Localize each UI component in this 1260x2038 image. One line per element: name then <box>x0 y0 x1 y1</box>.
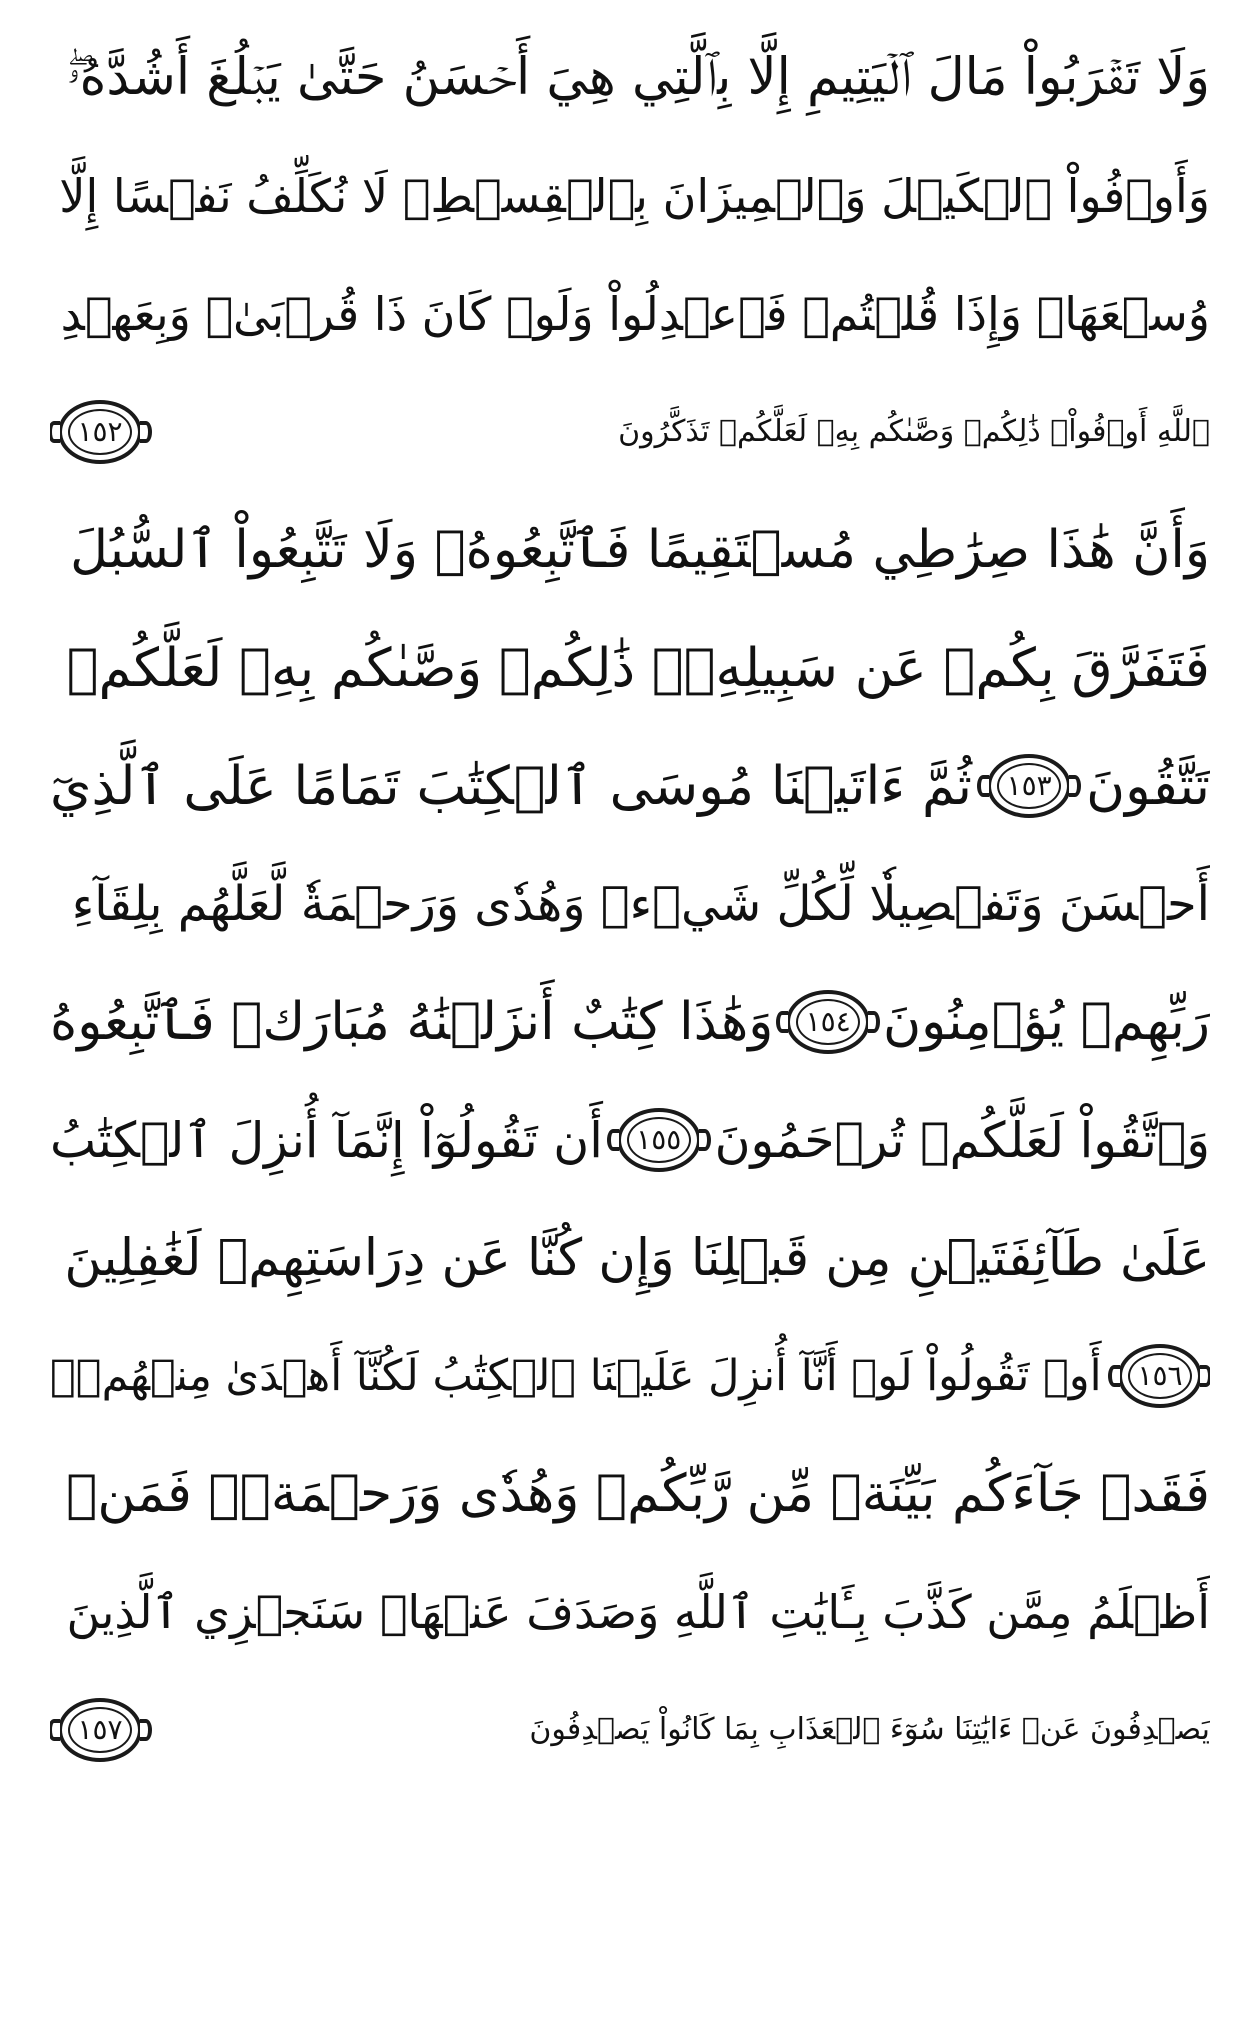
verse-text: وَٱتَّقُواْ لَعَلَّكُمۡ تُرۡحَمُونَ <box>714 1111 1210 1169</box>
verse-line <box>50 1081 1210 1199</box>
verse-line <box>50 255 1210 373</box>
ayah-number-marker <box>58 400 142 464</box>
ayah-number: ١٥٥ <box>627 1117 691 1163</box>
verse-text: ثُمَّ ءَاتَيۡنَا مُوسَى ٱلۡكِتَٰبَ تَمَامًا عَلَى ٱلَّذِيٓ <box>50 755 973 817</box>
ayah-number: ١٥٣ <box>997 763 1061 809</box>
verse-line <box>50 727 1210 845</box>
verse-text: تَتَّقُونَ <box>1086 755 1210 817</box>
verse-text: يَصۡدِفُونَ عَنۡ ءَايَٰتِنَا سُوٓءَ ٱلۡعَذَابِ بِمَا كَانُواْ يَصۡدِفُونَ <box>529 1712 1210 1747</box>
verse-text: فَقَدۡ جَآءَكُم بَيِّنَةٞ مِّن رَّبِّكُمۡ وَهُدٗى وَرَحۡمَةٞۚ فَمَنۡ <box>66 1464 1210 1524</box>
verse-text: وُسۡعَهَاۖ وَإِذَا قُلۡتُمۡ فَٱعۡدِلُواْ وَلَوۡ كَانَ ذَا قُرۡبَىٰۖ وَبِعَهۡدِ <box>60 287 1210 341</box>
verse-text: وَلَا تَقۡرَبُواْ مَالَ ٱلۡيَتِيمِ إِلَّا بِٱلَّتِي هِيَ أَحۡسَنُ حَتَّىٰ يَبۡلُغَ أَشُدَّهُۥۖ <box>66 48 1210 107</box>
verse-text: عَلَىٰ طَآئِفَتَيۡنِ مِن قَبۡلِنَا وَإِن كُنَّا عَن دِرَاسَتِهِمۡ لَغَٰفِلِينَ <box>64 1228 1210 1288</box>
verse-text: وَأَوۡفُواْ ٱلۡكَيۡلَ وَٱلۡمِيزَانَ بِٱلۡقِسۡطِۖ لَا نُكَلِّفُ نَفۡسًا إِلَّا <box>59 169 1210 223</box>
verse-text: أَن تَقُولُوٓاْ إِنَّمَآ أُنزِلَ ٱلۡكِتَٰبُ <box>50 1111 603 1169</box>
verse-line <box>50 18 1210 137</box>
verse-text: أَظۡلَمُ مِمَّن كَذَّبَ بِـَٔايَٰتِ ٱللَّهِ وَصَدَفَ عَنۡهَاۗ سَنَجۡزِي ٱلَّذِينَ <box>66 1585 1210 1639</box>
verse-text: أَحۡسَنَ وَتَفۡصِيلٗا لِّكُلِّ شَيۡءٖ وَهُدٗى وَرَحۡمَةٗ لَّعَلَّهُم بِلِقَآءِ <box>71 876 1210 932</box>
ayah-number: ١٥٤ <box>796 999 860 1045</box>
verse-text: وَهَٰذَا كِتَٰبٌ أَنزَلۡنَٰهُ مُبَارَكٞ فَٱتَّبِعُوهُ <box>50 992 774 1052</box>
verse-line <box>50 845 1210 963</box>
ayah-number-marker <box>1118 1344 1202 1408</box>
ayah-number: ١٥٢ <box>68 409 132 455</box>
verse-line <box>50 1671 1210 1789</box>
verse-line <box>50 491 1210 609</box>
verse-line <box>50 963 1210 1081</box>
verse-line <box>50 137 1210 255</box>
ayah-number: ١٥٧ <box>68 1707 132 1753</box>
verse-line <box>50 609 1210 727</box>
verse-line <box>50 1317 1210 1435</box>
verse-text: ٱللَّهِ أَوۡفُواْۚ ذَٰلِكُمۡ وَصَّىٰكُم بِهِۦ لَعَلَّكُمۡ تَذَكَّرُونَ <box>618 414 1210 449</box>
verse-text: وَأَنَّ هَٰذَا صِرَٰطِي مُسۡتَقِيمًا فَٱتَّبِعُوهُۖ وَلَا تَتَّبِعُواْ ٱلسُّبُلَ <box>70 520 1210 580</box>
ayah-number-marker <box>987 754 1071 818</box>
verse-text: رَبِّهِمۡ يُؤۡمِنُونَ <box>882 992 1210 1052</box>
verse-line <box>50 1435 1210 1553</box>
verse-line <box>50 1553 1210 1671</box>
ayah-number: ١٥٦ <box>1128 1353 1192 1399</box>
ayah-number-marker <box>617 1108 701 1172</box>
verse-text: أَوۡ تَقُولُواْ لَوۡ أَنَّآ أُنزِلَ عَلَيۡنَا ٱلۡكِتَٰبُ لَكُنَّآ أَهۡدَىٰ مِنۡهُمۡۚ <box>50 1350 1102 1401</box>
ayah-number-marker <box>786 990 870 1054</box>
ayah-number-marker <box>58 1698 142 1762</box>
verse-line <box>50 373 1210 491</box>
verse-line <box>50 1199 1210 1317</box>
verse-text: فَتَفَرَّقَ بِكُمۡ عَن سَبِيلِهِۦۚ ذَٰلِكُمۡ وَصَّىٰكُم بِهِۦ لَعَلَّكُمۡ <box>66 637 1210 699</box>
